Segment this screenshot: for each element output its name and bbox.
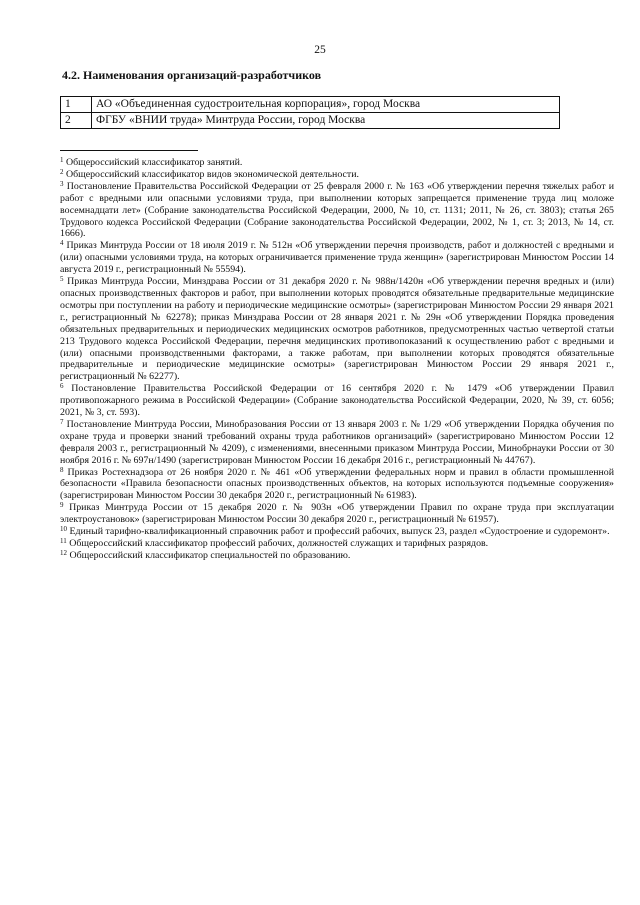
footnotes [60,157,614,562]
footnote [60,502,614,526]
footnote-mark: 3 [60,179,64,188]
footnote [60,157,614,169]
footnote [60,467,614,503]
footnote-mark: 12 [60,548,67,557]
footnote [60,419,614,467]
footnote [60,169,614,181]
footnote-mark: 4 [60,239,64,248]
footnote [60,240,614,276]
footnote-mark: 6 [60,382,64,391]
org-number: 1 [61,97,92,113]
footnote [60,383,614,419]
footnote-separator [60,150,198,151]
footnote-mark: 1 [60,156,64,164]
footnote-mark: 7 [60,417,64,426]
footnote-text: Общероссийский классификатор профессий рабочих, должностей служащих и тарифных разрядов. [69,538,489,549]
page-number: 25 [314,44,326,56]
footnote-text: Общероссийский классификатор видов экономической деятельности. [65,168,359,180]
footnote-mark: 11 [60,537,67,545]
footnote-text: Постановление Правительства Российской Федерации от 16 сентября 2020 г. № 1479 «Об утверждении Правил противопожарного режима в Российской Федерации» (Собрание законодательства Российской Федерации, 2020, № 39, ст. 6056; 2021, № 3, ст. 593). [60,383,615,419]
footnote [60,538,614,550]
organizations-table [60,96,560,129]
footnote-text: Приказ Ростехнадзора от 26 ноября 2020 г. № 461 «Об утверждении федеральных норм и правил в области промышленной безопасности «Правила безопасности опасных производственных объектов, на которых используются подъемные сооружения» (зарегистрирован Минюстом России 30 декабря 2020 г., регистрационный № 61983). [60,466,615,502]
footnote-mark: 10 [60,525,67,534]
footnote-text: Постановление Минтруда России, Минобразования России от 13 января 2003 г. № 1/29 «Об утверждении Порядка обучения по охране труда и проверки знаний требований охраны труда работников организаций» (зарегистрировано Минюстом России 12 февраля 2003 г., регистрационный № 4209), с изменениями, внесенными приказом Минтруда России, Минобрнауки России от 30 ноября 2016 г. № 697н/1490 (зарегистрирован Минюстом России 16 декабря 2016 г., регистрационный № 44767). [60,418,614,466]
footnote [60,550,614,562]
table-row [61,97,560,113]
footnote-text: Общероссийский классификатор занятий. [65,157,243,168]
footnote-mark: 9 [60,501,64,510]
footnote-mark: 5 [60,275,64,284]
footnote-mark: 2 [60,167,64,176]
footnote-text: Приказ Минтруда России от 18 июля 2019 г. № 512н «Об утверждении перечня производств, работ и должностей с вредными и (или) опасными условиями труда, на которых ограничивается применение труда женщин» (зарегистрирован Минюстом России 14 августа 2019 г., регистрационный № 55594). [60,240,614,276]
org-number: 2 [61,113,92,129]
table-row [61,113,560,129]
footnote-text: Общероссийский классификатор специальностей по образованию. [69,549,351,561]
footnote [60,526,614,538]
footnote-text: Единый тарифно-квалификационный справочник работ и профессий рабочих, выпуск 23, раздел «Судостроение и судоремонт». [69,526,610,538]
section-title: 4.2. Наименования организаций-разработчиков [62,68,322,82]
footnote [60,276,614,383]
footnote-text: Приказ Минтруда России, Минздрава России от 31 декабря 2020 г. № 988н/1420н «Об утверждении перечня вредных и (или) опасных производственных факторов и работ, при выполнении которых проводятся обязательные предварительные медицинские осмотры при поступлении на работу и периодические медицинские осмотры» (зарегистрирован Минюстом России 29 января 2021 г., регистрационный № 62278); приказ Минздрава России от 28 января 2021 г. № 29н «Об утверждении Порядка проведения обязательных предварительных и периодических медицинских осмотров работников, предусмотренных частью четвертой статьи 213 Трудового кодекса Российской Федерации, перечня медицинских противопоказаний к осуществлению работ с вредными и (или) опасными производственными факторами, а также работам, при выполнении которых проводятся обязательные предварительные и периодические медицинские осмотры» (зарегистрирован Минюстом России 29 января 2021 г., регистрационный № 62277). [60,276,615,383]
footnote-mark: 8 [60,465,64,474]
org-name: ФГБУ «ВНИИ труда» Минтруда России, город Москва [92,113,560,129]
org-name: АО «Объединенная судостроительная корпорация», город Москва [92,97,560,113]
footnote [60,181,614,241]
footnote-text: Приказ Минтруда России от 15 декабря 2020 г. № 903н «Об утверждении Правил по охране труда при эксплуатации электроустановок» (зарегистрирован Минюстом России 30 декабря 2020 г., регистрационный № 61957). [60,502,615,526]
footnote-text: Постановление Правительства Российской Федерации от 25 февраля 2000 г. № 163 «Об утверждении перечня тяжелых работ и работ с вредными или опасными условиями труда, при выполнении которых запрещается применение труда лиц моложе восемнадцати лет» (Собрание законодательства Российской Федерации, 2000, № 10, ст. 1131; 2011, № 26, ст. 3803); статья 265 Трудового кодекса Российской Федерации (Собрание законодательства Российской Федерации, 2002, № 1, ст. 3; 2013, № 14, ст. 1666). [60,180,614,240]
